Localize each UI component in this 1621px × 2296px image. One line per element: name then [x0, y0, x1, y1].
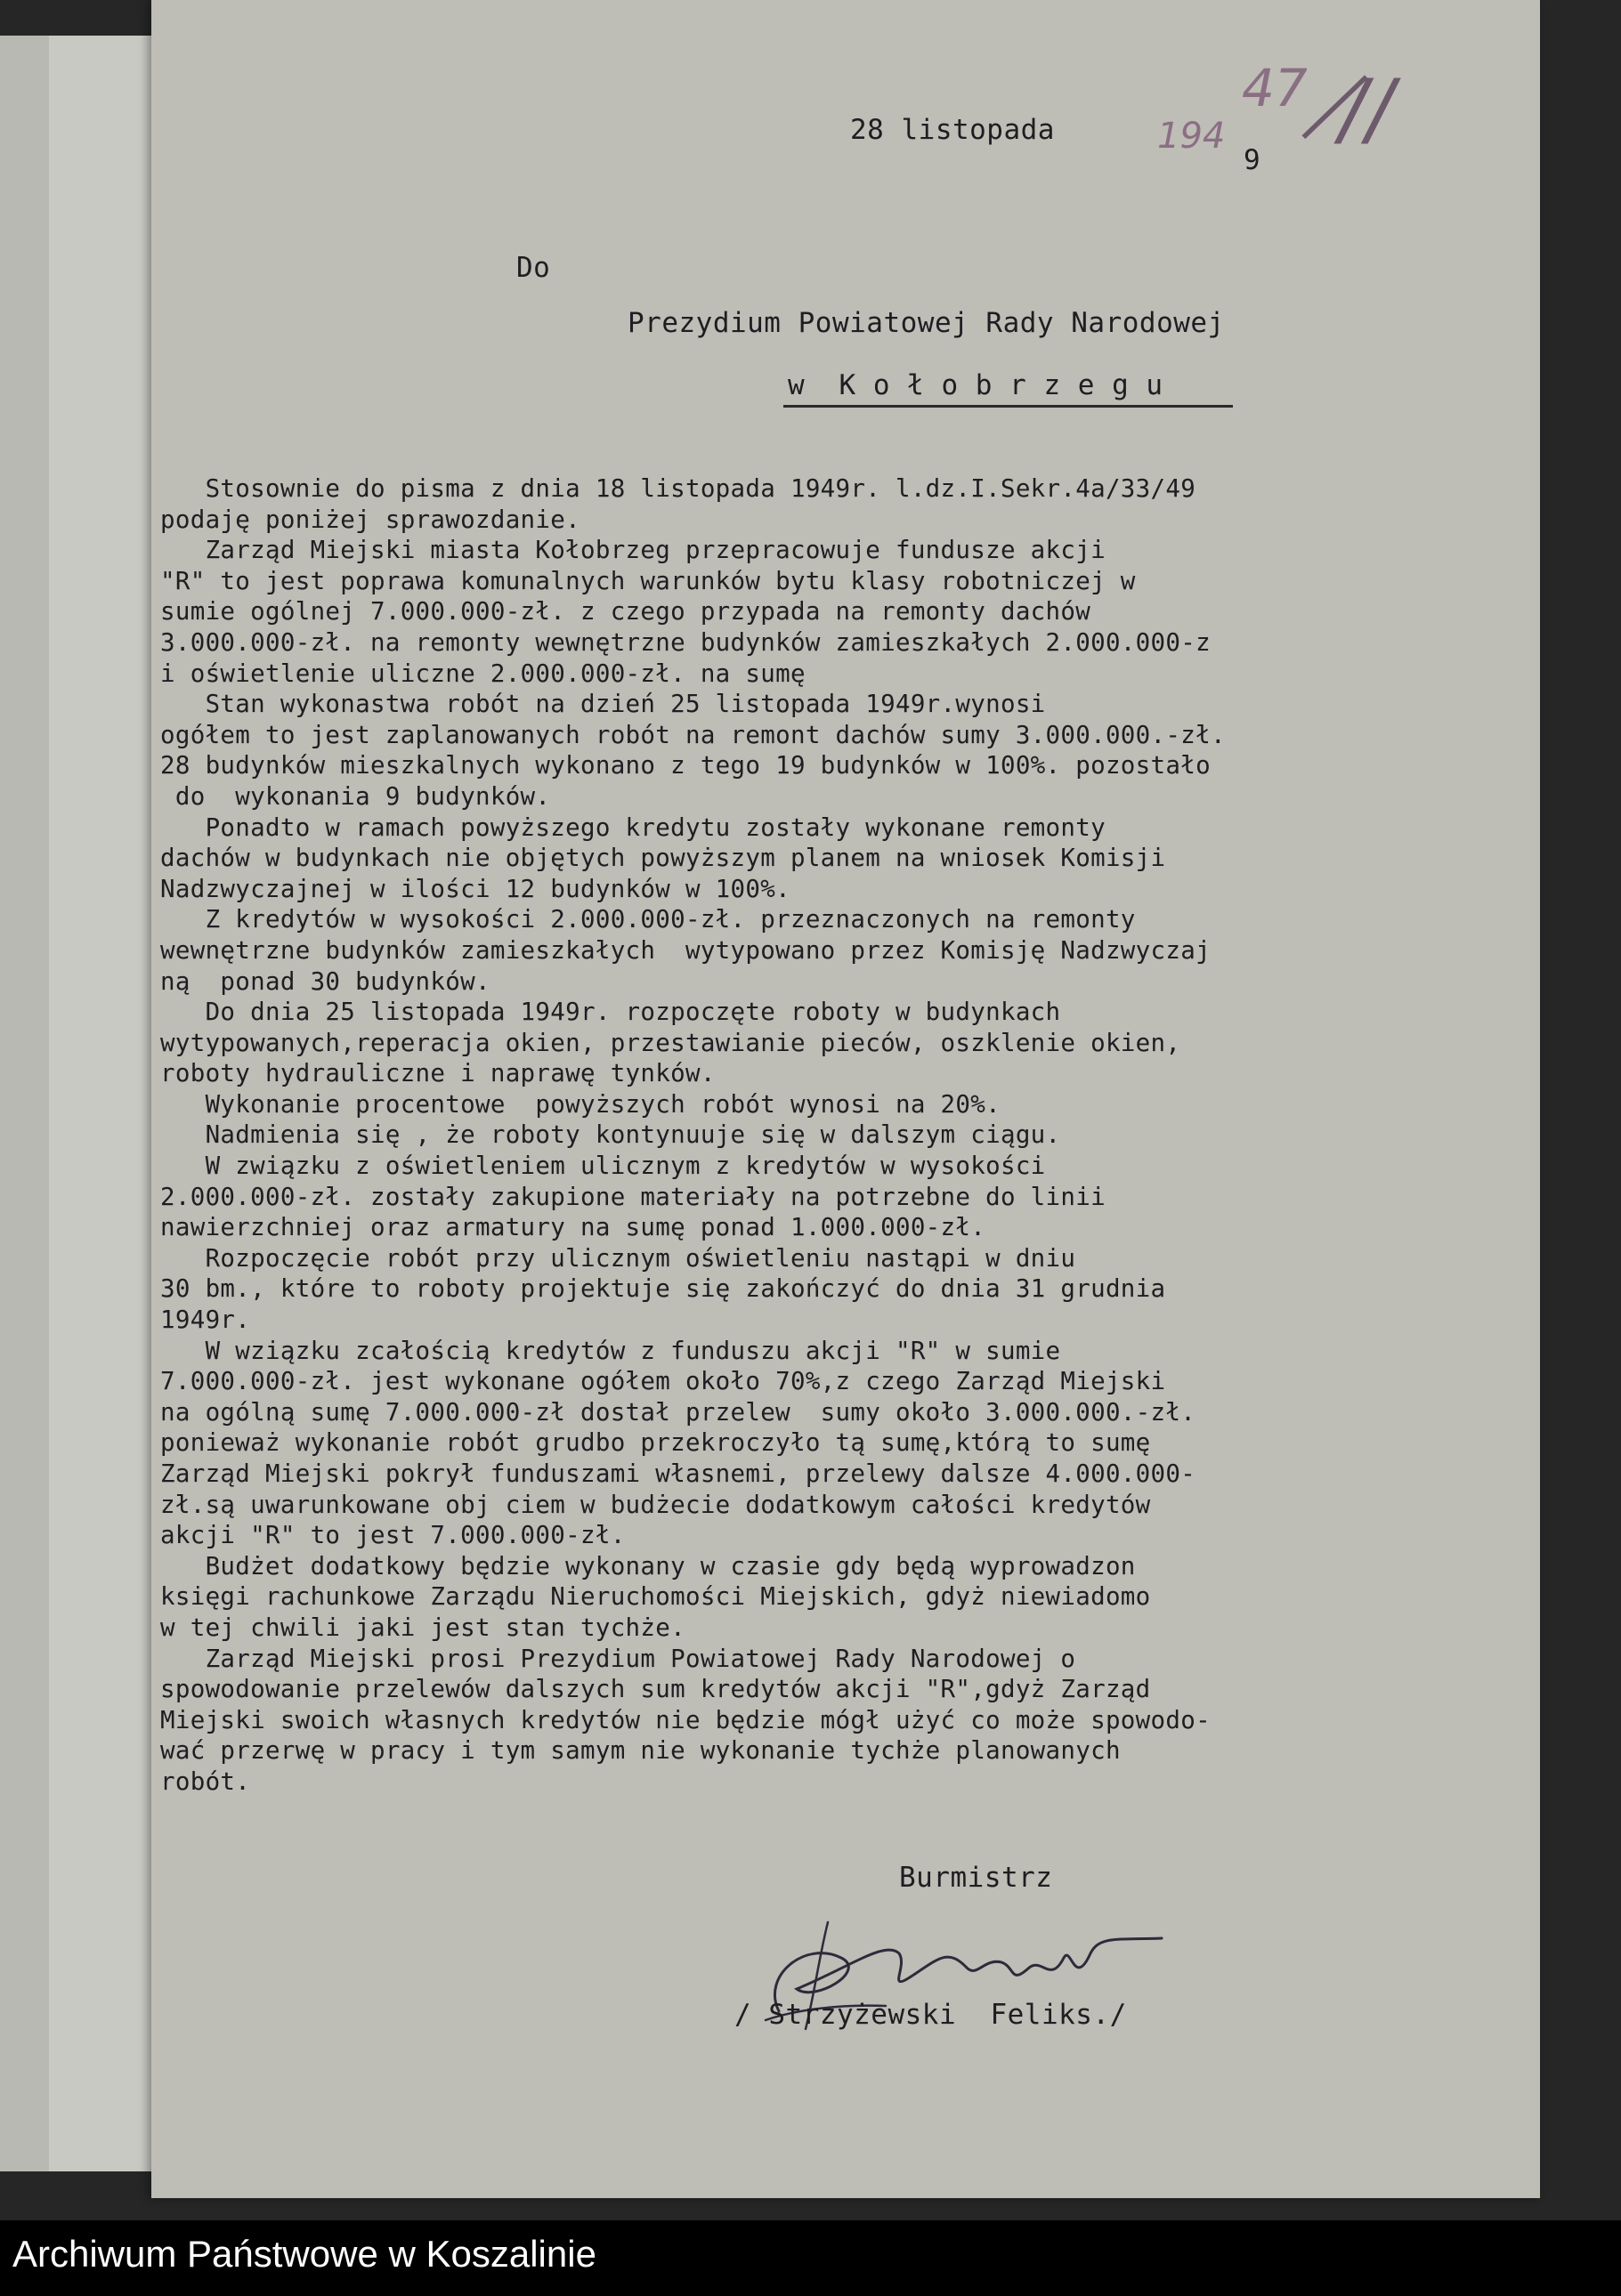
body-line: W związku z oświetleniem ulicznym z kredytów w wysokości [160, 1152, 1046, 1181]
folio-pencil-mark: /̸/ [1340, 62, 1394, 156]
body-line: Budżet dodatkowy będzie wykonany w czasie gdy będą wyprowadzon [160, 1551, 1136, 1581]
body-line: Wykonanie procentowe powyższych robót wynosi na 20%. [160, 1089, 1001, 1119]
body-line: ponieważ wykonanie robót grudbo przekroczyło tą sumę,którą to sumę [160, 1428, 1151, 1458]
body-line: wać przerwę w pracy i tym samym nie wykonanie tychże planowanych [160, 1736, 1121, 1766]
body-line: 30 bm., które to roboty projektuje się zakończyć do dnia 31 grudnia [160, 1274, 1166, 1304]
body-line: spowodowanie przelewów dalszych sum kredytów akcji "R",gdyż Zarząd [160, 1675, 1151, 1704]
body-line: ogółem to jest zaplanowanych robót na remont dachów sumy 3.000.000.-zł. [160, 720, 1226, 749]
body-line: Do dnia 25 listopada 1949r. rozpoczęte roboty w budynkach [160, 998, 1061, 1027]
underlying-sheet [0, 36, 169, 2171]
letter-body [160, 473, 1380, 1798]
body-line: w tej chwili jaki jest stan tychże. [160, 1613, 685, 1642]
body-line: Ponadto w ramach powyższego kredytu zostały wykonane remonty [160, 812, 1106, 842]
signer-name: / Strzyżewski Feliks./ [734, 1999, 1127, 2031]
body-line: akcji "R" to jest 7.000.000-zł. [160, 1521, 626, 1550]
body-line: Zarząd Miejski prosi Prezydium Powiatowej Rady Narodowej o [160, 1644, 1076, 1673]
date-year-typed: 9 [1244, 144, 1261, 176]
body-line: 1949r. [160, 1306, 251, 1335]
addressee-city: w K o ł o b r z e g u [788, 369, 1163, 401]
body-line: wytypowanych,reperacja okien, przestawianie pieców, oszklenie okien, [160, 1028, 1181, 1057]
body-line: zł.są uwarunkowane obj ciem w budżecie dodatkowym całości kredytów [160, 1490, 1151, 1519]
body-line: Z kredytów w wysokości 2.000.000-zł. przeznaczonych na remonty [160, 905, 1136, 934]
folio-number: 47 [1242, 58, 1308, 118]
body-line: na ogólną sumę 7.000.000-zł dostał przelew sumy około 3.000.000.-zł. [160, 1397, 1196, 1427]
body-line: 7.000.000-zł. jest wykonane ogółem około 70%,z czego Zarząd Miejski [160, 1367, 1166, 1396]
body-line: 3.000.000-zł. na remonty wewnętrzne budynków zamieszkałych 2.000.000-z [160, 627, 1211, 657]
recipient-prefix: Do [516, 252, 551, 284]
body-line: sumie ogólnej 7.000.000-zł. z czego przypada na remonty dachów [160, 597, 1091, 627]
date-year-handwritten: 194 [1157, 116, 1226, 157]
body-line: Miejski swoich własnych kredytów nie będzie mógł użyć co może spowodo- [160, 1705, 1211, 1734]
body-line: do wykonania 9 budynków. [160, 781, 551, 811]
body-line: nawierzchniej oraz armatury na sumę ponad 1.000.000-zł. [160, 1213, 986, 1242]
body-line: ną ponad 30 budynków. [160, 966, 490, 996]
body-line: podaję poniżej sprawozdanie. [160, 505, 580, 534]
archive-name: Archiwum Państwowe w Koszalinie [12, 2233, 596, 2275]
body-line: Stosownie do pisma z dnia 18 listopada 1949r. l.dz.I.Sekr.4a/33/49 [160, 474, 1196, 503]
addressee: Prezydium Powiatowej Rady Narodowej [628, 307, 1225, 339]
body-line: księgi rachunkowe Zarządu Nieruchomości Miejskich, gdyż niewiadomo [160, 1582, 1151, 1612]
body-line: Nadzwyczajnej w ilości 12 budynków w 100%. [160, 874, 790, 903]
body-line: Zarząd Miejski miasta Kołobrzeg przepracowuje fundusze akcji [160, 536, 1106, 565]
body-line: dachów w budynkach nie objętych powyższym planem na wniosek Komisji [160, 844, 1166, 873]
body-line: wewnętrzne budynków zamieszkałych wytypowano przez Komisję Nadzwyczaj [160, 935, 1211, 965]
body-line: 28 budynków mieszkalnych wykonano z tego 19 budynków w 100%. pozostało [160, 751, 1211, 780]
body-line: i oświetlenie uliczne 2.000.000-zł. na sumę [160, 659, 806, 688]
body-line: Stan wykonastwa robót na dzień 25 listopada 1949r.wynosi [160, 690, 1046, 719]
body-line: W wziązku zcałością kredytów z funduszu akcji "R" w sumie [160, 1336, 1061, 1365]
archive-footer [0, 2220, 1621, 2296]
document-date: 28 listopada [850, 114, 1055, 146]
underlying-sheet-edge [0, 36, 49, 2171]
body-line: "R" to jest poprawa komunalnych warunków bytu klasy robotniczej w [160, 566, 1136, 595]
body-line: 2.000.000-zł. zostały zakupione materiały na potrzebne do linii [160, 1182, 1106, 1211]
signature-title: Burmistrz [899, 1862, 1053, 1894]
body-line: Zarząd Miejski pokrył funduszami własnemi, przelewy dalsze 4.000.000- [160, 1459, 1196, 1488]
body-line: roboty hydrauliczne i naprawę tynków. [160, 1059, 716, 1088]
body-line: robót. [160, 1766, 251, 1796]
body-line: Nadmienia się , że roboty kontynuuje się w dalszym ciągu. [160, 1120, 1061, 1150]
city-underline [783, 405, 1233, 408]
body-line: Rozpoczęcie robót przy ulicznym oświetleniu nastąpi w dniu [160, 1243, 1076, 1273]
